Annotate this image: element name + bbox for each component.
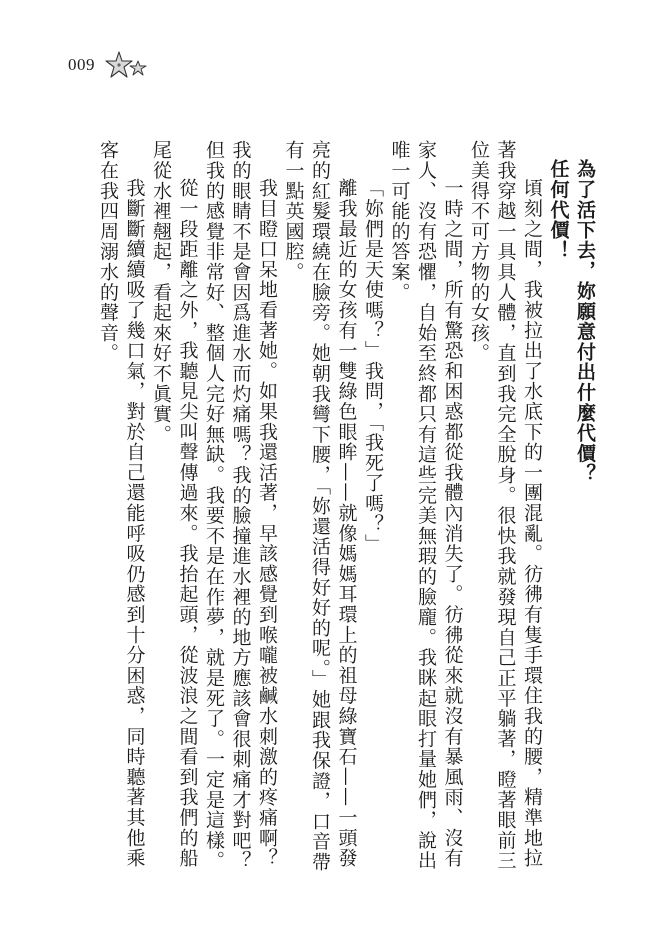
- paragraph: 離我最近的女孩有一雙綠色眼眸——就像媽媽耳環上的祖母綠寶石——一頭發亮的紅髮環繞在臉旁。她朝我彎下腰，「妳還活得好好的呢。」她跟我保證，口音帶有一點英國腔。: [282, 140, 358, 873]
- paragraph: 一時之間，所有驚恐和困惑都從我體內消失了。彷彿從來就沒有暴風雨、沒有家人、沒有恐懼，自始至終都只有這些完美無瑕的臉龐。我眯起眼打量她們，說出唯一可能的答案。: [388, 140, 464, 871]
- heading-answer: 任何代價！: [547, 159, 570, 261]
- paragraph: 我目瞪口呆地看著她。如果我還活著，早該感覺到喉嚨被鹹水刺激的疼痛啊？我的眼睛不是會因爲進水而灼痛嗎？我的臉撞進水裡的地方應該會很刺痛才對吧？但我的感覺非常好、整個人完好無缺。我要不是在作夢，就是死了。一定是這樣。: [203, 140, 278, 871]
- page-header: [68, 50, 151, 80]
- paragraph: 我斷斷續續吸了幾口氣，對於自己還能呼吸仍感到十分困惑，同時聽著其他乘客在我四周溺水的聲音。: [97, 140, 146, 869]
- paragraph: 「妳們是天使嗎？」我問，「我死了嗎？」: [362, 178, 384, 555]
- body-text: [78, 140, 598, 880]
- heading-question: 為了活下去，妳願意付出什麼代價？: [574, 159, 596, 484]
- starfish-icon: [101, 50, 151, 80]
- page-number: 009: [68, 55, 95, 74]
- paragraph: 從一段距離之外，我聽見尖叫聲傳過來。我抬起頭，從波浪之間看到我們的船尾從水裡翹起，看起來好不眞實。: [150, 140, 199, 869]
- paragraph: 頃刻之間，我被拉出了水底下的一團混亂。彷彿有隻手環住我的腰，精準地拉著我穿越一具具人體，直到我完全脫身。很快我就發現自己正平躺著，瞪著眼前三位美得不可方物的女孩。: [468, 140, 543, 871]
